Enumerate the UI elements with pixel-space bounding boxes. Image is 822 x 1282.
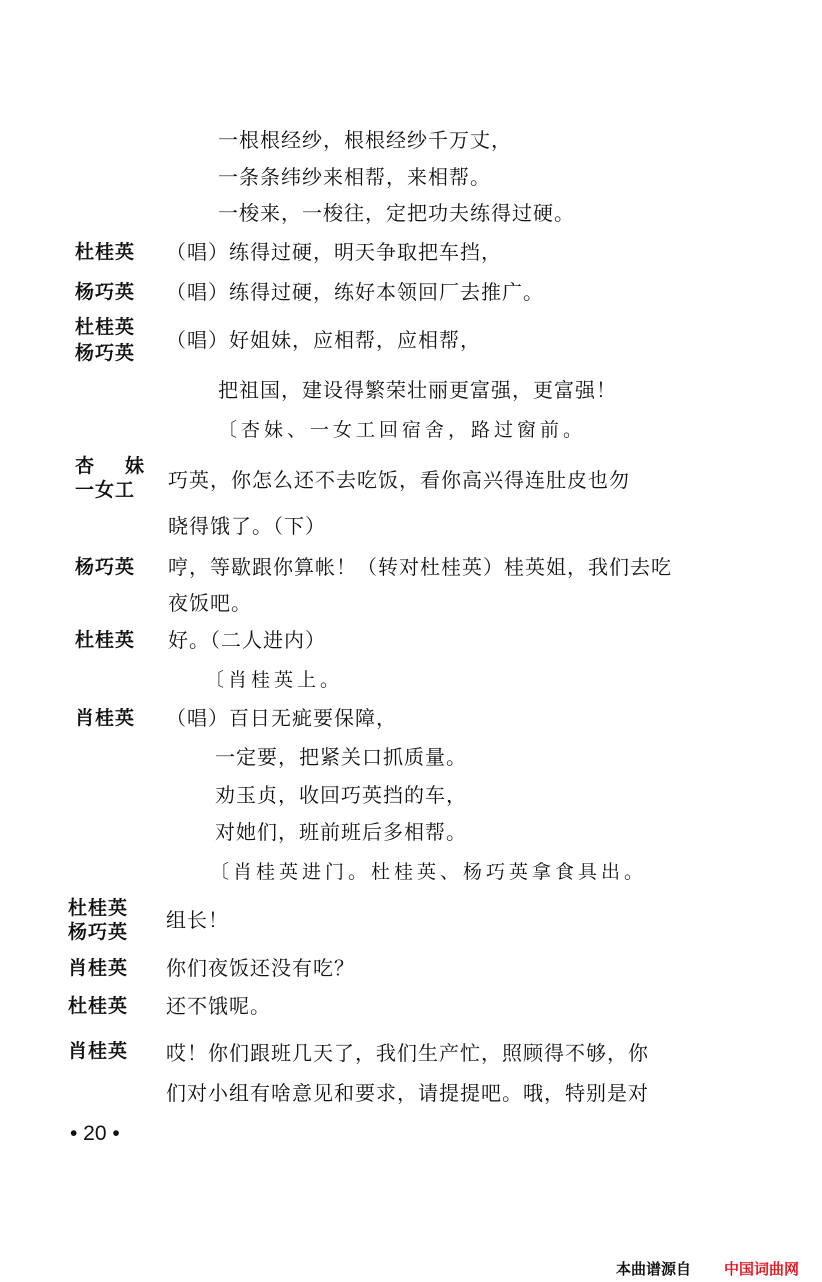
dialogue-cont: 对她们，班前班后多相帮。 bbox=[215, 820, 467, 844]
speaker: 杏 妹 bbox=[75, 455, 151, 477]
speaker: 肖桂英 bbox=[75, 707, 136, 729]
watermark-site[interactable]: 中国词曲网 bbox=[724, 1260, 800, 1278]
dialogue: 巧英，你怎么还不去吃饭，看你高兴得连肚皮也勿 bbox=[168, 468, 630, 492]
speaker: 杜桂英 bbox=[68, 995, 129, 1017]
stage-direction: 〔肖桂英进门。杜桂英、杨巧英拿食具出。 bbox=[210, 861, 648, 883]
watermark-prefix: 本曲谱源自 bbox=[616, 1260, 692, 1278]
speaker: 肖桂英 bbox=[68, 1040, 129, 1062]
stage-direction: 〔肖桂英上。 bbox=[205, 669, 344, 691]
dialogue: 好。（二人进内） bbox=[168, 628, 326, 652]
speaker: 杜桂英 bbox=[75, 241, 136, 263]
speaker: 杜桂英 bbox=[68, 897, 129, 919]
dialogue: 还不饿呢。 bbox=[166, 994, 271, 1018]
speaker: 杜桂英 bbox=[75, 316, 136, 338]
stage-direction: 〔杏妹、一女工回宿舍，路过窗前。 bbox=[218, 419, 587, 441]
speaker: 杨巧英 bbox=[75, 281, 136, 303]
speaker: 杨巧英 bbox=[75, 342, 136, 364]
dialogue: 你们夜饭还没有吃？ bbox=[166, 956, 355, 980]
dialogue: （唱）百日无疵要保障， bbox=[166, 706, 397, 730]
dialogue: 哼，等歇跟你算帐！（转对杜桂英）桂英姐，我们去吃 bbox=[168, 555, 672, 579]
dialogue: （唱）练得过硬，明天争取把车挡， bbox=[166, 240, 502, 264]
speaker: 肖桂英 bbox=[68, 957, 129, 979]
dialogue: （唱）好姐妹，应相帮，应相帮， bbox=[166, 328, 481, 352]
dialogue-cont: 们对小组有啥意见和要求，请提提吧。哦，特别是对 bbox=[166, 1081, 649, 1105]
dialogue-cont: 劝玉贞，收回巧英挡的车， bbox=[215, 783, 467, 807]
dialogue-cont: 一定要，把紧关口抓质量。 bbox=[215, 745, 467, 769]
dialogue-cont: 晓得饿了。（下） bbox=[168, 514, 326, 538]
speaker: 杨巧英 bbox=[75, 556, 136, 578]
dialogue-cont: 夜饭吧。 bbox=[168, 591, 252, 615]
verse-line: 一梭来，一梭往，定把功夫练得过硬。 bbox=[218, 201, 575, 225]
dialogue: （唱）练得过硬，练好本领回厂去推广。 bbox=[166, 280, 544, 304]
page-number: • 20 • bbox=[70, 1122, 120, 1145]
speaker: 杨巧英 bbox=[68, 921, 129, 943]
speaker: 杜桂英 bbox=[75, 629, 136, 651]
dialogue: 组长！ bbox=[166, 908, 229, 932]
verse-line: 一根根经纱，根根经纱千万丈， bbox=[218, 128, 512, 152]
speaker: 一女工 bbox=[75, 479, 136, 501]
dialogue-cont: 把祖国，建设得繁荣壮丽更富强，更富强！ bbox=[218, 378, 617, 402]
dialogue: 哎！你们跟班几天了，我们生产忙，照顾得不够，你 bbox=[166, 1041, 649, 1065]
verse-line: 一条条纬纱来相帮，来相帮。 bbox=[218, 165, 491, 189]
